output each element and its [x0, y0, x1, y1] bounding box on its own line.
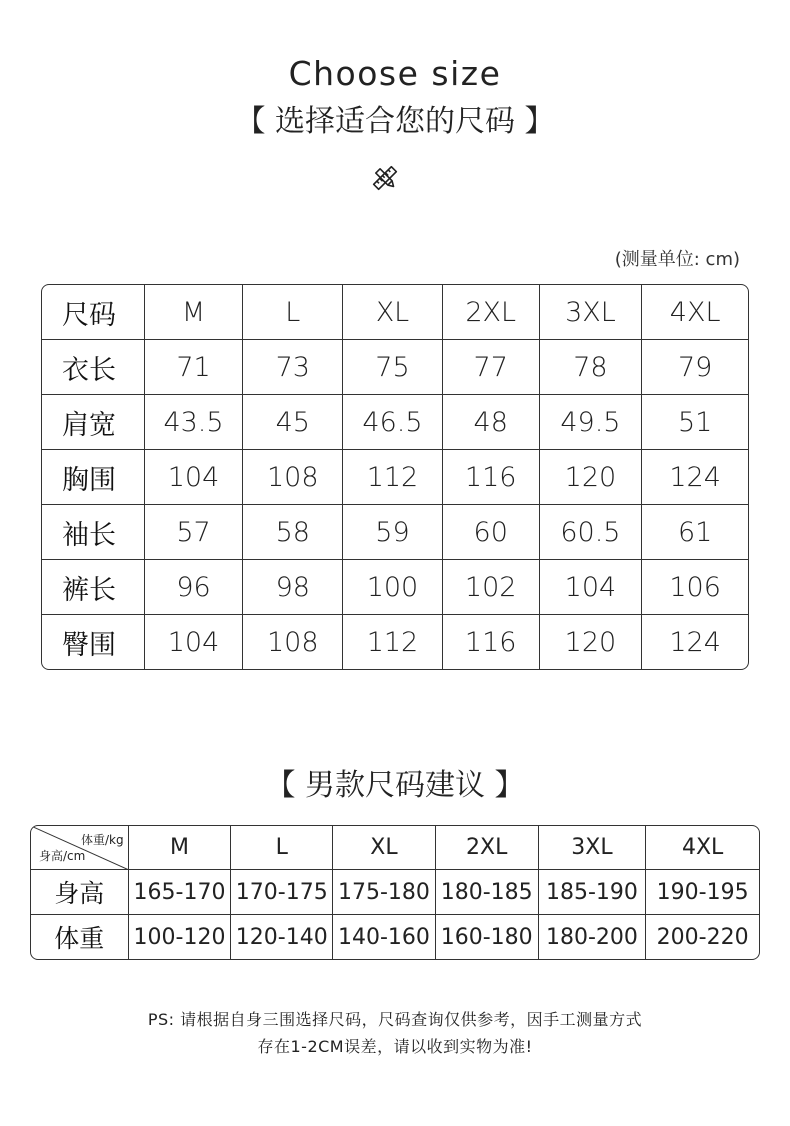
table-cell: 60.5: [540, 505, 643, 560]
header-cell: 4XL: [646, 826, 759, 870]
row-label: 身高: [31, 870, 129, 915]
table-cell: 116: [443, 450, 540, 505]
table-cell: 120-140: [231, 915, 333, 959]
table-cell: 57: [145, 505, 244, 560]
table-cell: 175-180: [333, 870, 436, 915]
table-cell: 98: [243, 560, 343, 615]
table-cell: 71: [145, 340, 244, 395]
table-cell: 100: [343, 560, 443, 615]
table-cell: 160-180: [436, 915, 539, 959]
header-cell: L: [243, 285, 343, 340]
table-cell: 200-220: [656, 924, 749, 950]
table-cell: 100-120: [129, 915, 232, 959]
header-cell: 3XL: [539, 826, 647, 870]
table-cell: 112: [343, 615, 443, 669]
table-cell: 59: [343, 505, 443, 560]
table-row: [42, 450, 748, 505]
footer-line-2: 存在1-2CM误差，请以收到实物为准!: [257, 1037, 533, 1056]
section-title: 【 男款尺码建议 】: [265, 768, 525, 803]
row-label: 裤长: [42, 560, 145, 615]
table-row: [31, 915, 759, 959]
header-cell: 4XL: [642, 285, 748, 340]
diagonal-header-cell: [31, 826, 129, 870]
table-cell: 185-190: [539, 870, 647, 915]
table-row: [31, 870, 759, 915]
table-cell: 46.5: [343, 395, 443, 450]
table-header-row: [31, 826, 759, 870]
table-cell: 49.5: [540, 395, 643, 450]
table-cell: 61: [642, 505, 748, 560]
table-cell: 78: [540, 340, 643, 395]
header-cell: XL: [333, 826, 436, 870]
header-cell: 2XL: [443, 285, 540, 340]
page-title-cn: 【 选择适合您的尺码 】: [235, 104, 555, 139]
table-cell: 165-170: [129, 870, 232, 915]
size-recommendation-table: [30, 825, 760, 960]
row-label: 袖长: [42, 505, 145, 560]
table-cell: 96: [145, 560, 244, 615]
footer-line-1: PS: 请根据自身三围选择尺码，尺码查询仅供参考，因手工测量方式: [147, 1010, 643, 1029]
table-cell: 104: [540, 560, 643, 615]
table-header-row: [42, 285, 748, 340]
row-label: 胸围: [42, 450, 145, 505]
table-cell: 58: [243, 505, 343, 560]
footer-note: [0, 1006, 790, 1060]
table-cell: 102: [443, 560, 540, 615]
table-cell: 104: [145, 615, 244, 669]
corner-height-label: 身高/cm: [39, 849, 86, 863]
table-cell: 124: [669, 626, 721, 658]
table-cell: 73: [243, 340, 343, 395]
table-row: [42, 395, 748, 450]
table-cell: 124: [642, 450, 748, 505]
table-cell: 79: [642, 340, 748, 395]
table-cell: 170-175: [231, 870, 333, 915]
row-label: 体重: [31, 915, 129, 959]
size-chart-table: [41, 284, 749, 670]
table-cell: 43.5: [145, 395, 244, 450]
header-cell: XL: [343, 285, 443, 340]
table-cell: 106: [642, 560, 748, 615]
table-cell: 108: [243, 450, 343, 505]
table-row: [42, 505, 748, 560]
table-cell: 112: [343, 450, 443, 505]
header-cell: M: [145, 285, 244, 340]
row-label: 臀围: [42, 615, 145, 669]
table-cell: 75: [343, 340, 443, 395]
table-cell: 104: [145, 450, 244, 505]
table-cell: 60: [443, 505, 540, 560]
corner-weight-label: 体重/kg: [81, 833, 124, 847]
ruler-pencil-icon: [371, 164, 399, 192]
header-cell: M: [129, 826, 232, 870]
header-cell: 尺码: [42, 285, 145, 340]
row-label: 肩宽: [42, 395, 145, 450]
table-cell: 190-195: [646, 870, 759, 915]
table-row: [42, 340, 748, 395]
table-row: [42, 560, 748, 615]
row-label: 衣长: [42, 340, 145, 395]
table-cell: 180-200: [539, 915, 647, 959]
table-cell: 120: [540, 615, 643, 669]
table-cell: 120: [540, 450, 643, 505]
unit-note: (测量单位: cm): [614, 249, 740, 270]
page-title-en: Choose size: [288, 54, 502, 93]
table-cell: 108: [243, 615, 343, 669]
table-cell: 51: [642, 395, 748, 450]
header-cell: 3XL: [540, 285, 643, 340]
table-cell: 45: [243, 395, 343, 450]
header-cell: 2XL: [436, 826, 539, 870]
table-cell: 180-185: [436, 870, 539, 915]
table-cell: 77: [443, 340, 540, 395]
table-cell: 48: [443, 395, 540, 450]
table-cell: 116: [443, 615, 540, 669]
table-cell: 140-160: [333, 915, 436, 959]
table-row: [42, 615, 748, 669]
header-cell: L: [231, 826, 333, 870]
